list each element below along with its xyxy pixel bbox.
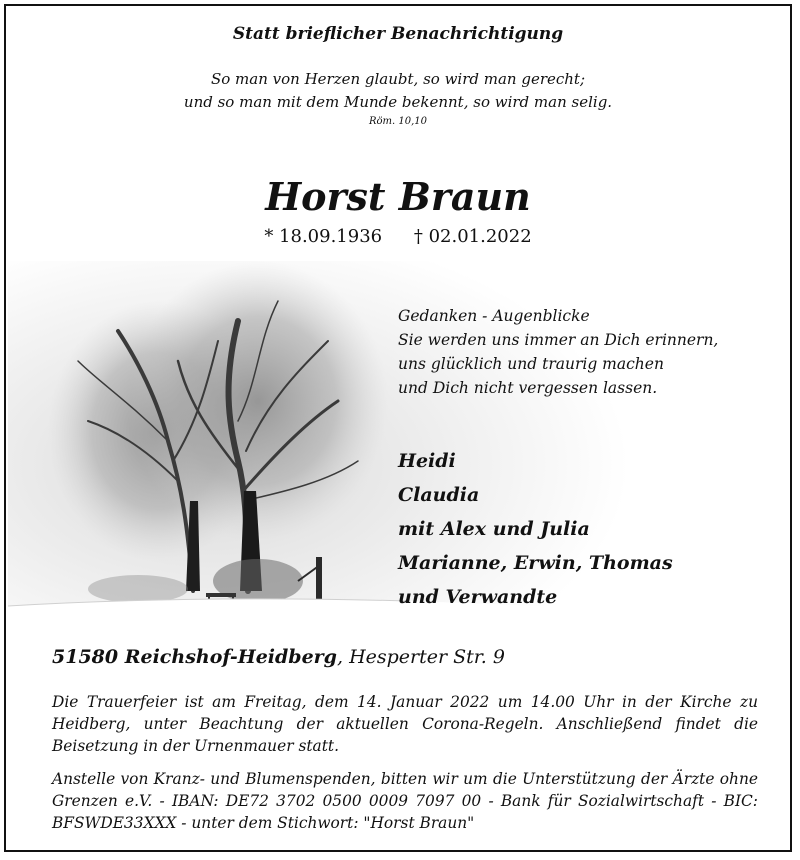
mourners-list bbox=[398, 444, 788, 614]
life-dates bbox=[6, 226, 790, 247]
poem-line: uns glücklich und traurig machen bbox=[398, 355, 664, 373]
verse-line-2: und so man mit dem Munde bekennt, so wird man selig. bbox=[183, 93, 613, 111]
deceased-name: Horst Braun bbox=[265, 174, 531, 219]
verse-reference: Röm. 10,10 bbox=[368, 116, 428, 127]
birth-date: * 18.09.1936 bbox=[264, 226, 383, 247]
poem-line: Sie werden uns immer an Dich erinnern, bbox=[398, 331, 719, 349]
verse-line-1: So man von Herzen glaubt, so wird man gerecht; bbox=[210, 70, 586, 88]
poem-line: Gedanken - Augenblicke bbox=[398, 307, 590, 325]
mourner-name: mit Alex und Julia bbox=[398, 518, 590, 540]
header-notice: Statt brieflicher Benachrichtigung bbox=[232, 24, 564, 44]
poem-line: und Dich nicht vergessen lassen. bbox=[398, 379, 658, 397]
obituary-frame bbox=[4, 4, 792, 852]
mourner-name: Claudia bbox=[398, 484, 480, 506]
mourner-name: und Verwandte bbox=[398, 586, 558, 608]
family-address bbox=[52, 646, 505, 668]
death-date: † 02.01.2022 bbox=[413, 226, 532, 247]
address-street: , Hesperter Str. 9 bbox=[336, 646, 505, 668]
donation-info: Anstelle von Kranz- und Blumenspenden, bitten wir um die Unterstützung der Ärzte ohne Grenzen e.V. - IBAN: DE72 3702 0500 0009 7097 00 - Bank für Sozialwirtschaft - BIC: BFSWDE33XXX - unter dem Stichwort: "Horst Braun" bbox=[52, 770, 758, 832]
mourner-name: Heidi bbox=[398, 450, 456, 472]
poem-text bbox=[398, 304, 778, 400]
funeral-info: Die Trauerfeier ist am Freitag, dem 14. Januar 2022 um 14.00 Uhr in der Kirche zu Heidberg, unter Beachtung der aktuellen Corona-Regeln. Anschließend findet die Beisetzung in der Urnenmauer statt. bbox=[52, 693, 758, 755]
bible-verse bbox=[6, 68, 790, 114]
address-city: 51580 Reichshof-Heidberg bbox=[52, 646, 337, 668]
mourner-name: Marianne, Erwin, Thomas bbox=[398, 552, 673, 574]
